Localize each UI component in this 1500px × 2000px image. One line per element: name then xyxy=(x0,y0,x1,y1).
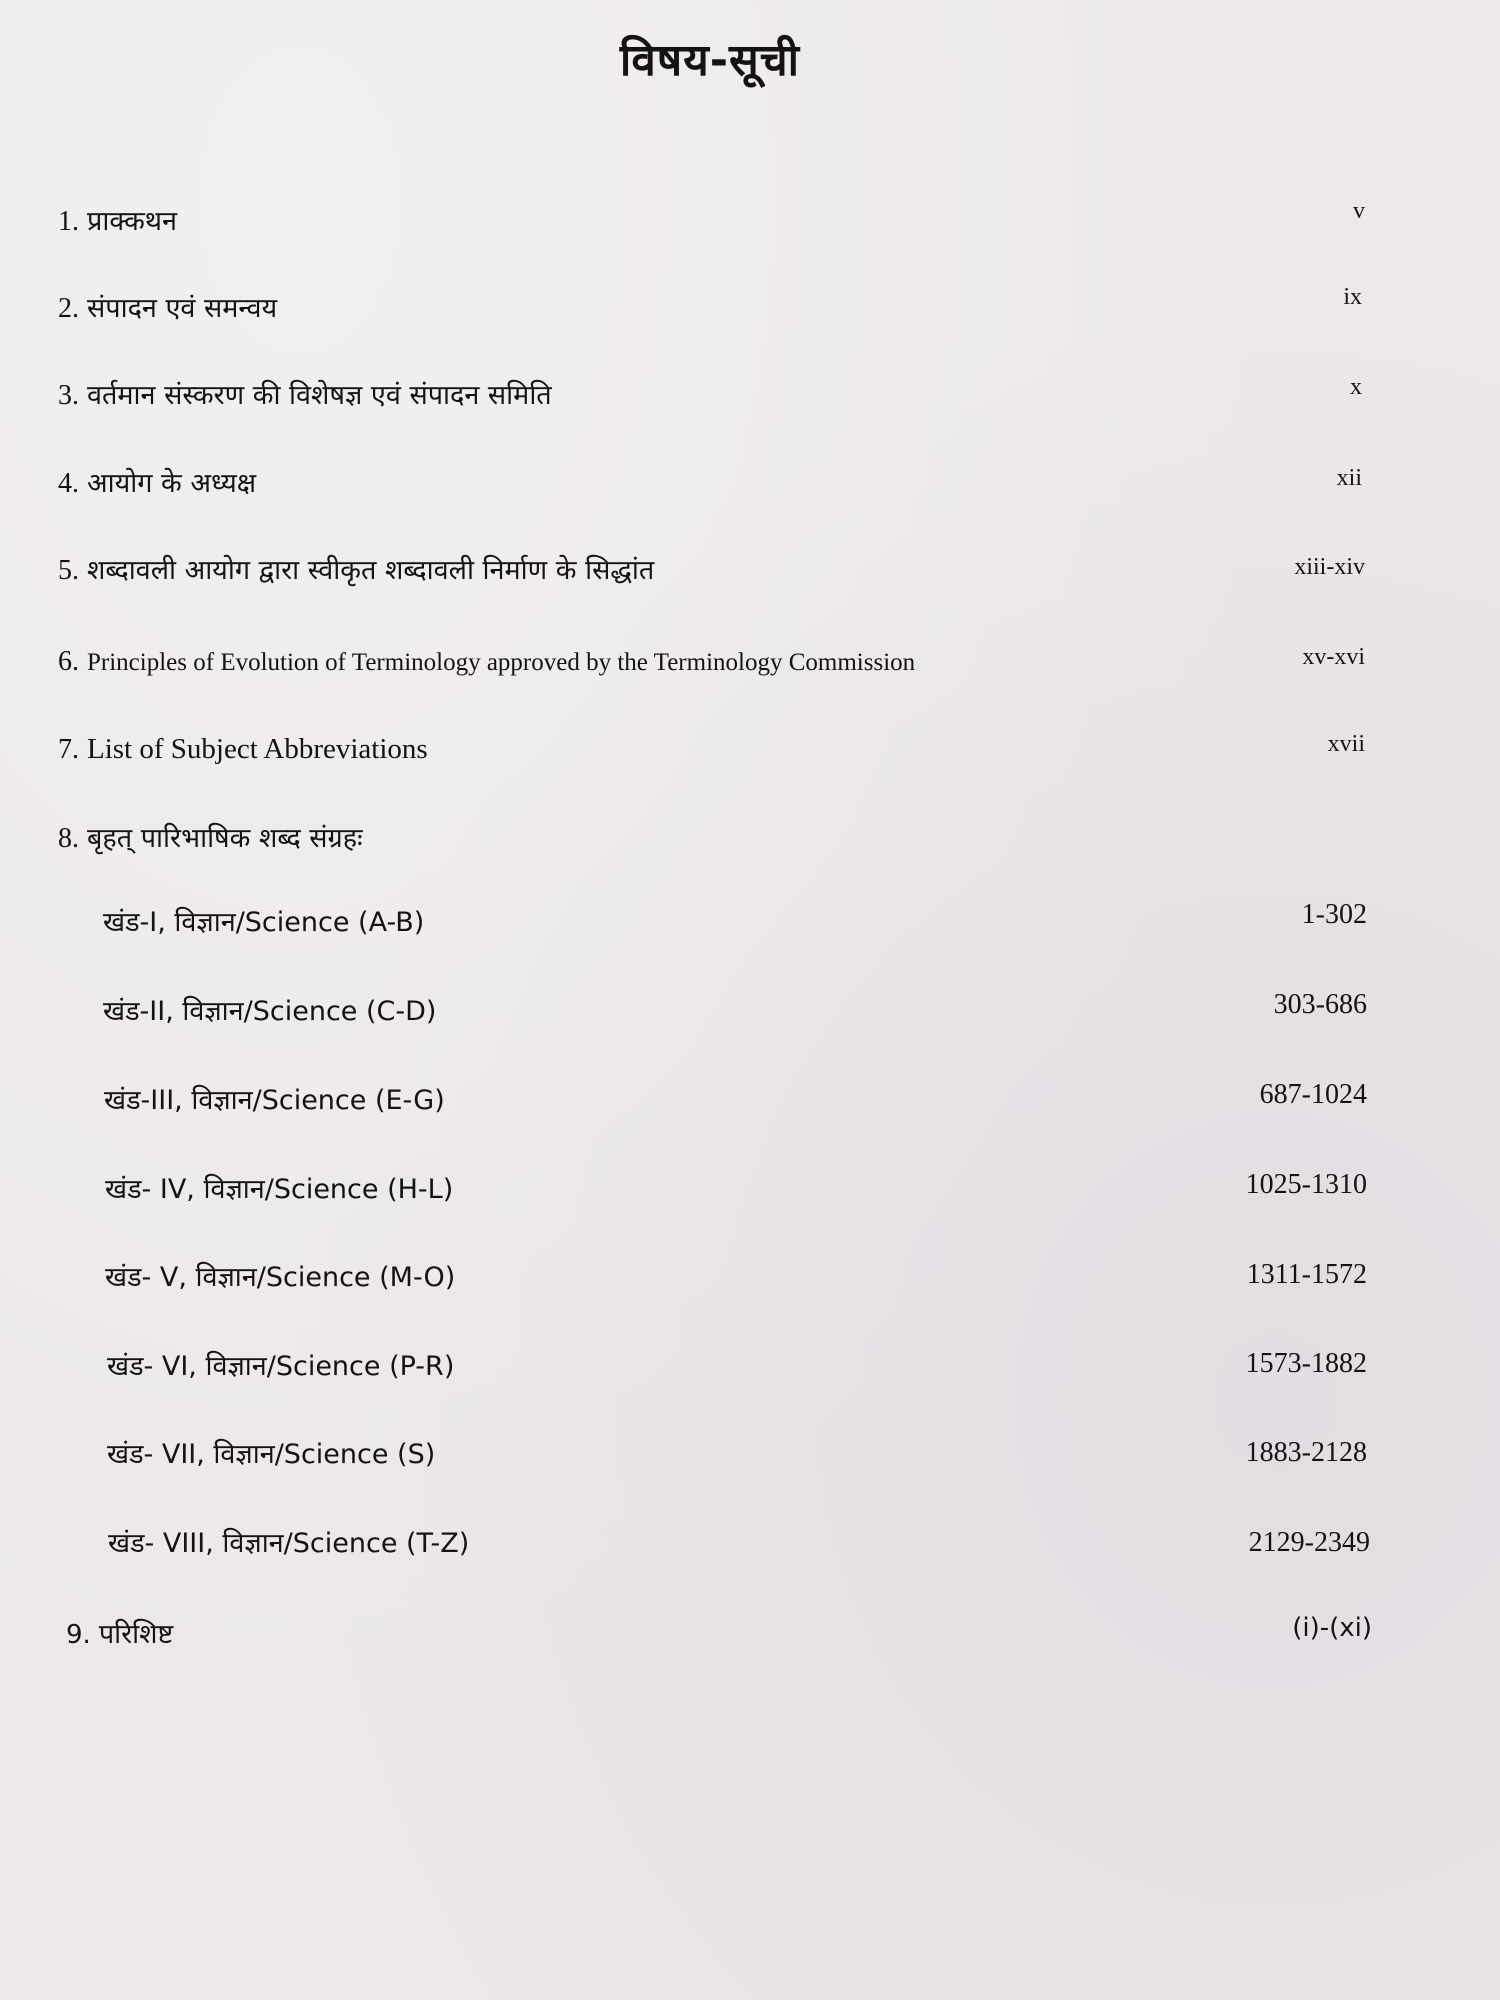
toc-entry-appendix xyxy=(0,1609,1500,1659)
toc-entry xyxy=(0,458,1500,508)
volume-label: खंड- IV, विज्ञान/Science (H-L) xyxy=(105,1174,454,1205)
toc-entry xyxy=(0,813,1500,863)
entry-title: List of Subject Abbreviations xyxy=(87,733,428,765)
entry-page: ix xyxy=(1343,284,1362,310)
entry-title: बृहत् पारिभाषिक शब्द संग्रहः xyxy=(87,823,363,854)
volume-pages: 1311-1572 xyxy=(1246,1259,1367,1290)
entry-page: xiii-xiv xyxy=(1294,554,1365,580)
entry-title: संपादन एवं समन्वय xyxy=(87,293,278,324)
entry-number: 2. xyxy=(58,293,79,324)
volume-pages: 2129-2349 xyxy=(1248,1527,1370,1558)
volume-row xyxy=(0,1430,1500,1480)
toc-entry xyxy=(0,724,1500,774)
toc-entry xyxy=(0,370,1500,420)
toc-entry xyxy=(0,283,1500,333)
volume-pages: 1573-1882 xyxy=(1245,1348,1367,1379)
entry-page: v xyxy=(1353,198,1365,224)
toc-entry xyxy=(0,196,1500,246)
entry-number: 1. xyxy=(58,206,79,237)
volume-pages: 303-686 xyxy=(1273,989,1367,1020)
volume-row xyxy=(0,1165,1500,1215)
volume-label: खंड- V, विज्ञान/Science (M-O) xyxy=(105,1262,456,1293)
page-title: विषय-सूची xyxy=(619,35,801,86)
entry-number: 9. xyxy=(66,1620,91,1650)
appendix-pages: (i)-(xi) xyxy=(1292,1613,1372,1643)
volume-label: खंड- VI, विज्ञान/Science (P-R) xyxy=(107,1351,455,1382)
entry-title: वर्तमान संस्करण की विशेषज्ञ एवं संपादन समिति xyxy=(87,380,552,411)
entry-number: 7. xyxy=(58,734,79,765)
volume-row xyxy=(0,1076,1500,1126)
volume-row xyxy=(0,1253,1500,1303)
entry-number: 8. xyxy=(58,823,79,854)
entry-title: परिशिष्ट xyxy=(98,1619,174,1650)
volume-label: खंड- VIII, विज्ञान/Science (T-Z) xyxy=(108,1528,470,1559)
entry-page: xv-xvi xyxy=(1302,644,1365,670)
entry-number: 6. xyxy=(58,646,79,677)
volume-label: खंड-II, विज्ञान/Science (C-D) xyxy=(103,996,437,1027)
volume-label: खंड-I, विज्ञान/Science (A-B) xyxy=(103,907,425,938)
volume-pages: 1883-2128 xyxy=(1245,1437,1367,1468)
volume-pages: 1025-1310 xyxy=(1245,1169,1367,1200)
entry-page: xvii xyxy=(1327,731,1365,757)
volume-row xyxy=(0,987,1500,1037)
volume-row xyxy=(0,898,1500,948)
toc-entry xyxy=(0,545,1500,595)
toc-entry xyxy=(0,636,1500,686)
volume-row xyxy=(0,1519,1500,1569)
entry-number: 4. xyxy=(58,468,79,499)
volume-label: खंड- VII, विज्ञान/Science (S) xyxy=(107,1439,436,1470)
entry-number: 5. xyxy=(58,555,79,586)
volume-pages: 687-1024 xyxy=(1259,1079,1367,1110)
entry-page: xii xyxy=(1336,465,1362,491)
volume-row xyxy=(0,1342,1500,1392)
entry-title: आयोग के अध्यक्ष xyxy=(87,468,257,499)
volume-label: खंड-III, विज्ञान/Science (E-G) xyxy=(104,1085,445,1116)
volume-pages: 1-302 xyxy=(1301,899,1367,930)
entry-title: शब्दावली आयोग द्वारा स्वीकृत शब्दावली निर्माण के सिद्धांत xyxy=(87,555,655,586)
entry-title: प्राक्कथन xyxy=(87,206,178,237)
entry-page: x xyxy=(1350,374,1362,400)
entry-title: Principles of Evolution of Terminology approved by the Terminology Commission xyxy=(87,649,916,676)
entry-number: 3. xyxy=(58,380,79,411)
